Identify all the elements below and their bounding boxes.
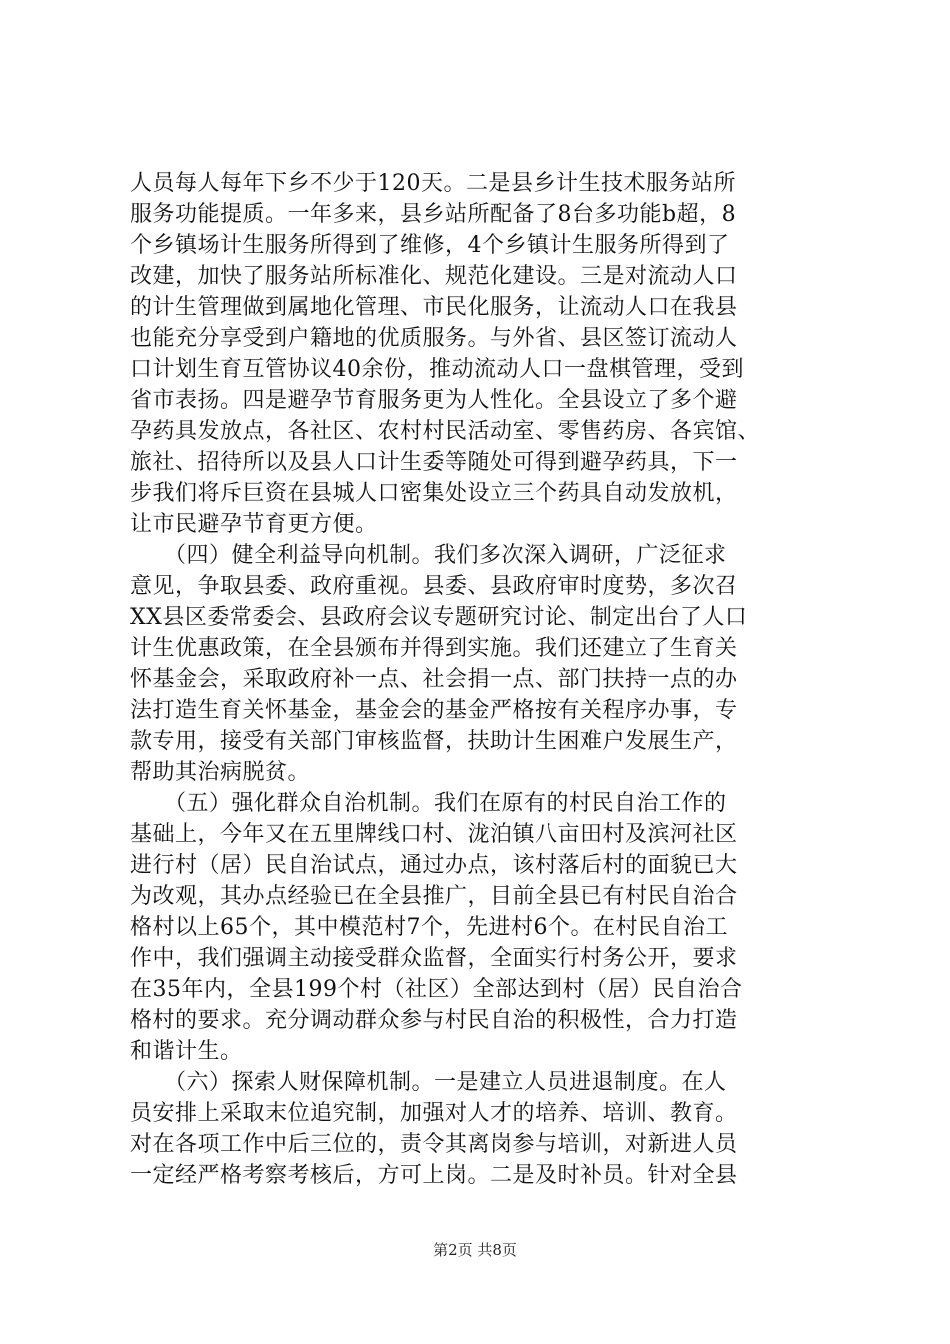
- text-line: 帮助其治病脱贫。: [130, 760, 311, 785]
- text-line: 步我们将斥巨资在县城人口密集处设立三个药具自动发放机，: [130, 481, 738, 506]
- text-line: 格村以上65个，其中模范村7个，先进村6个。在村民自治工: [130, 915, 728, 940]
- text-line: 旅社、招待所以及县人口计生委等随处可得到避孕药具，下一: [130, 450, 738, 475]
- text-line: 作中，我们强调主动接受群众监督，全面实行村务公开，要求: [130, 946, 738, 971]
- text-line: 计生优惠政策，在全县颁布并得到实施。我们还建立了生育关: [130, 636, 738, 661]
- text-line: 个乡镇场计生服务所得到了维修，4个乡镇计生服务所得到了: [130, 233, 730, 258]
- text-line: 的计生管理做到属地化管理、市民化服务，让流动人口在我县: [130, 295, 738, 320]
- text-line: 也能充分享受到户籍地的优质服务。与外省、县区签订流动人: [130, 326, 738, 351]
- page-number-footer: 第2页 共8页: [433, 1241, 517, 1259]
- text-line: 意见，争取县委、政府重视。县委、县政府审时度势，多次召: [130, 574, 738, 599]
- text-line: （四）健全利益导向机制。我们多次深入调研，广泛征求: [130, 543, 727, 568]
- text-line: 孕药具发放点，各社区、农村村民活动室、零售药房、各宾馆、: [130, 419, 761, 444]
- text-line: 款专用，接受有关部门审核监督，扶助计生困难户发展生产，: [130, 729, 738, 754]
- text-line: 进行村（居）民自治试点，通过办点，该村落后村的面貌已大: [130, 853, 738, 878]
- text-line: 改建，加快了服务站所标准化、规范化建设。三是对流动人口: [130, 264, 738, 289]
- text-line: 员安排上采取末位追究制，加强对人才的培养、培训、教育。: [130, 1101, 738, 1126]
- document-body: [130, 168, 830, 1191]
- text-line: 口计划生育互管协议40余份，推动流动人口一盘棋管理，受到: [130, 357, 744, 382]
- text-line: 和谐计生。: [130, 1039, 243, 1064]
- text-line: 对在各项工作中后三位的，责令其离岗参与培训，对新进人员: [130, 1132, 738, 1157]
- text-line: 怀基金会，采取政府补一点、社会捐一点、部门扶持一点的办: [130, 667, 738, 692]
- text-line: 基础上，今年又在五里牌线口村、泷泊镇八亩田村及滨河社区: [130, 822, 738, 847]
- text-line: 省市表扬。四是避孕节育服务更为人性化。全县设立了多个避: [130, 388, 738, 413]
- text-line: 在35年内，全县199个村（社区）全部达到村（居）民自治合: [130, 977, 743, 1002]
- text-line: XX县区委常委会、县政府会议专题研究讨论、制定出台了人口: [130, 605, 748, 630]
- text-line: 人员每人每年下乡不少于120天。二是县乡计生技术服务站所: [130, 171, 736, 196]
- text-line: 让市民避孕节育更方便。: [130, 512, 378, 537]
- text-line: 格村的要求。充分调动群众参与村民自治的积极性，合力打造: [130, 1008, 738, 1033]
- text-line: 一定经严格考察考核后，方可上岗。二是及时补员。针对全县: [130, 1163, 738, 1188]
- text-line: （六）探索人财保障机制。一是建立人员进退制度。在人: [130, 1070, 727, 1095]
- text-line: 为改观，其办点经验已在全县推广，目前全县已有村民自治合: [130, 884, 738, 909]
- text-line: 服务功能提质。一年多来，县乡站所配备了8台多功能b超，8: [130, 202, 737, 227]
- text-line: 法打造生育关怀基金，基金会的基金严格按有关程序办事，专: [130, 698, 738, 723]
- text-line: （五）强化群众自治机制。我们在原有的村民自治工作的: [130, 791, 727, 816]
